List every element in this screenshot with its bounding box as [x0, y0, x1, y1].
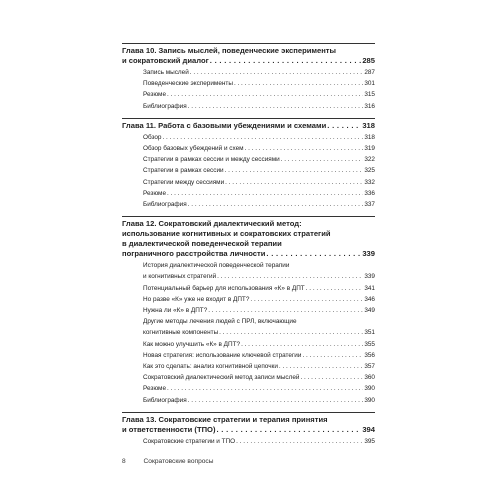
toc-entry-label: Библиография — [143, 201, 187, 209]
toc-entry-page-number: 357 — [364, 363, 375, 371]
toc-entry — [122, 177, 375, 188]
dot-leader — [266, 249, 361, 259]
dot-leader — [208, 305, 363, 316]
toc-entry-page-number: 337 — [364, 201, 375, 209]
toc-entry-label: и когнитивных стратегий — [143, 273, 217, 281]
chapter-title-entry — [122, 121, 375, 131]
toc-entry-label: Стратегии между сессиями — [143, 178, 225, 186]
toc-entry-label: Но разве «К» уже не входит в ДПТ? — [143, 295, 250, 303]
toc-entry-last-line — [143, 327, 375, 338]
toc-entry-label: Библиография — [143, 396, 187, 404]
dot-leader — [245, 143, 364, 154]
toc-entry-label: Новая стратегия: использование ключевой стратегии — [143, 351, 302, 359]
dot-leader — [188, 199, 364, 210]
toc-entry-label: Поведенческие эксперименты — [143, 80, 233, 88]
chapter-title: Глава 11. Работа с базовыми убеждениями и схемами — [122, 120, 327, 130]
dot-leader — [225, 177, 363, 188]
toc-entry-label: Потенциальный барьер для использования «К» в ДПТ — [143, 284, 305, 292]
dot-leader — [225, 165, 364, 176]
dot-leader — [219, 327, 363, 338]
chapter-title-line: Глава 10. Запись мыслей, поведенческие эксперименты — [122, 46, 337, 55]
toc-entry-page-number: 339 — [364, 273, 375, 281]
dot-leader — [167, 89, 363, 100]
chapter-title-entry — [122, 249, 375, 259]
toc-entry-label: Обзор — [143, 133, 162, 141]
toc-entry-page-number: 346 — [364, 295, 375, 303]
toc-entry — [122, 305, 375, 316]
toc-entry-label: Нужна ли «К» в ДПТ? — [143, 307, 208, 315]
toc-entry-last-line — [143, 271, 375, 282]
dot-leader — [241, 339, 363, 350]
toc-entry-page-number: 315 — [364, 91, 375, 99]
chapter-page-number: 318 — [362, 120, 375, 130]
toc-entry-page-number: 355 — [364, 340, 375, 348]
toc-entry — [122, 316, 375, 338]
toc-entry-label: Резюме — [143, 91, 166, 99]
chapter-section — [122, 118, 375, 210]
chapter-title-entry — [122, 56, 375, 66]
toc-entry-label: Библиография — [143, 102, 187, 110]
toc-entry — [122, 143, 375, 154]
dot-leader — [234, 78, 363, 89]
toc-entry — [122, 436, 375, 447]
dot-leader — [279, 361, 363, 372]
toc-entry-label: Резюме — [143, 385, 166, 393]
chapter-title-line: Глава 13. Сократовские стратегии и терапия принятия — [122, 414, 328, 424]
dot-leader — [167, 383, 363, 394]
chapter-title-line: в диалектической поведенческой терапии — [122, 239, 282, 249]
toc-entry-label: Обзор базовых убеждений и схем — [143, 145, 244, 153]
page-number: 8 — [122, 458, 126, 465]
toc-entry-line: История диалектической поведенческой терапии — [143, 262, 290, 270]
toc-entry-label: Стратегии в рамках сессии и между сессиями — [143, 156, 280, 164]
toc-entry-page-number: 349 — [364, 307, 375, 315]
chapter-page-number: 285 — [362, 56, 375, 65]
toc-entry-page-number: 319 — [364, 145, 375, 153]
toc-entry — [122, 199, 375, 210]
toc-entry-page-number: 336 — [364, 189, 375, 197]
toc-entry-label: Как это сделать: анализ когнитивной цепочки — [143, 363, 278, 371]
chapter-title: пограничного расстройства личности — [122, 249, 266, 259]
toc-entry — [122, 383, 375, 394]
toc-entry — [122, 89, 375, 100]
chapter-title: и сократовский диалог — [122, 56, 209, 65]
toc-entry — [122, 361, 375, 372]
toc-entry-page-number: 351 — [364, 329, 375, 337]
toc-entry-page-number: 332 — [364, 178, 375, 186]
toc-entry-page-number: 301 — [364, 80, 375, 88]
toc-entry — [122, 165, 375, 176]
toc-entry — [122, 154, 375, 165]
toc-entry-label: Сократовские стратегии и ТПО — [143, 437, 236, 445]
dot-leader — [217, 271, 363, 282]
chapter-title: и ответственности (ТПО) — [122, 424, 216, 434]
dot-leader — [300, 372, 363, 383]
chapter-title-line: использование когнитивных и сократовских стратегий — [122, 229, 331, 239]
toc-entry — [122, 283, 375, 294]
toc-entry-page-number: 356 — [364, 351, 375, 359]
toc-entry — [122, 294, 375, 305]
dot-leader — [302, 350, 363, 361]
toc-entry-page-number: 316 — [364, 102, 375, 110]
dot-leader — [306, 283, 364, 294]
dot-leader — [188, 395, 364, 406]
toc-entry — [122, 395, 375, 406]
dot-leader — [327, 121, 361, 131]
toc-entry-label: Стратегии в рамках сессии — [143, 167, 224, 175]
toc-entry — [122, 67, 375, 78]
dot-leader — [162, 132, 363, 143]
toc-entry — [122, 78, 375, 89]
running-title: Сократовские вопросы — [143, 458, 214, 465]
toc-entry-page-number: 318 — [364, 133, 375, 141]
dot-leader — [216, 425, 361, 435]
toc-entry — [122, 132, 375, 143]
chapter-page-number: 394 — [362, 424, 375, 434]
toc-entry-label: Резюме — [143, 189, 166, 197]
toc-entry-page-number: 325 — [364, 167, 375, 175]
dot-leader — [281, 154, 364, 165]
toc-entry — [122, 188, 375, 199]
toc-entry-page-number: 390 — [364, 396, 375, 404]
chapter-title-line: Глава 12. Сократовский диалектический метод: — [122, 219, 302, 229]
toc-entry-line: Другие методы лечения людей с ПРЛ, включающие — [143, 318, 297, 326]
toc-entry — [122, 101, 375, 112]
toc-entry — [122, 372, 375, 383]
chapter-section — [122, 43, 375, 112]
dot-leader — [250, 294, 363, 305]
dot-leader — [167, 188, 363, 199]
page-footer — [122, 458, 213, 465]
toc-entry-page-number: 341 — [364, 284, 375, 292]
toc-entry-label: Запись мыслей — [143, 69, 189, 76]
toc-entry — [122, 260, 375, 282]
chapter-page-number: 339 — [362, 249, 375, 259]
dot-leader — [210, 56, 362, 66]
dot-leader — [236, 436, 363, 447]
toc-entry-page-number: 395 — [364, 437, 375, 445]
table-of-contents — [122, 43, 375, 447]
chapter-section — [122, 412, 375, 447]
toc-entry-page-number: 360 — [364, 374, 375, 382]
toc-entry — [122, 350, 375, 361]
dot-leader — [188, 101, 364, 112]
toc-entry-page-number: 390 — [364, 385, 375, 393]
dot-leader — [190, 67, 364, 78]
chapter-title-entry — [122, 425, 375, 435]
toc-entry-page-number: 322 — [364, 156, 375, 164]
toc-entry-label: Как можно улучшить «К» в ДПТ? — [143, 340, 241, 348]
toc-entry-page-number: 287 — [364, 69, 375, 76]
chapter-section — [122, 216, 375, 406]
toc-entry-label: когнитивные компоненты — [143, 329, 219, 337]
toc-entry — [122, 339, 375, 350]
toc-entry-label: Сократовский диалектический метод записи мыслей — [143, 374, 300, 382]
